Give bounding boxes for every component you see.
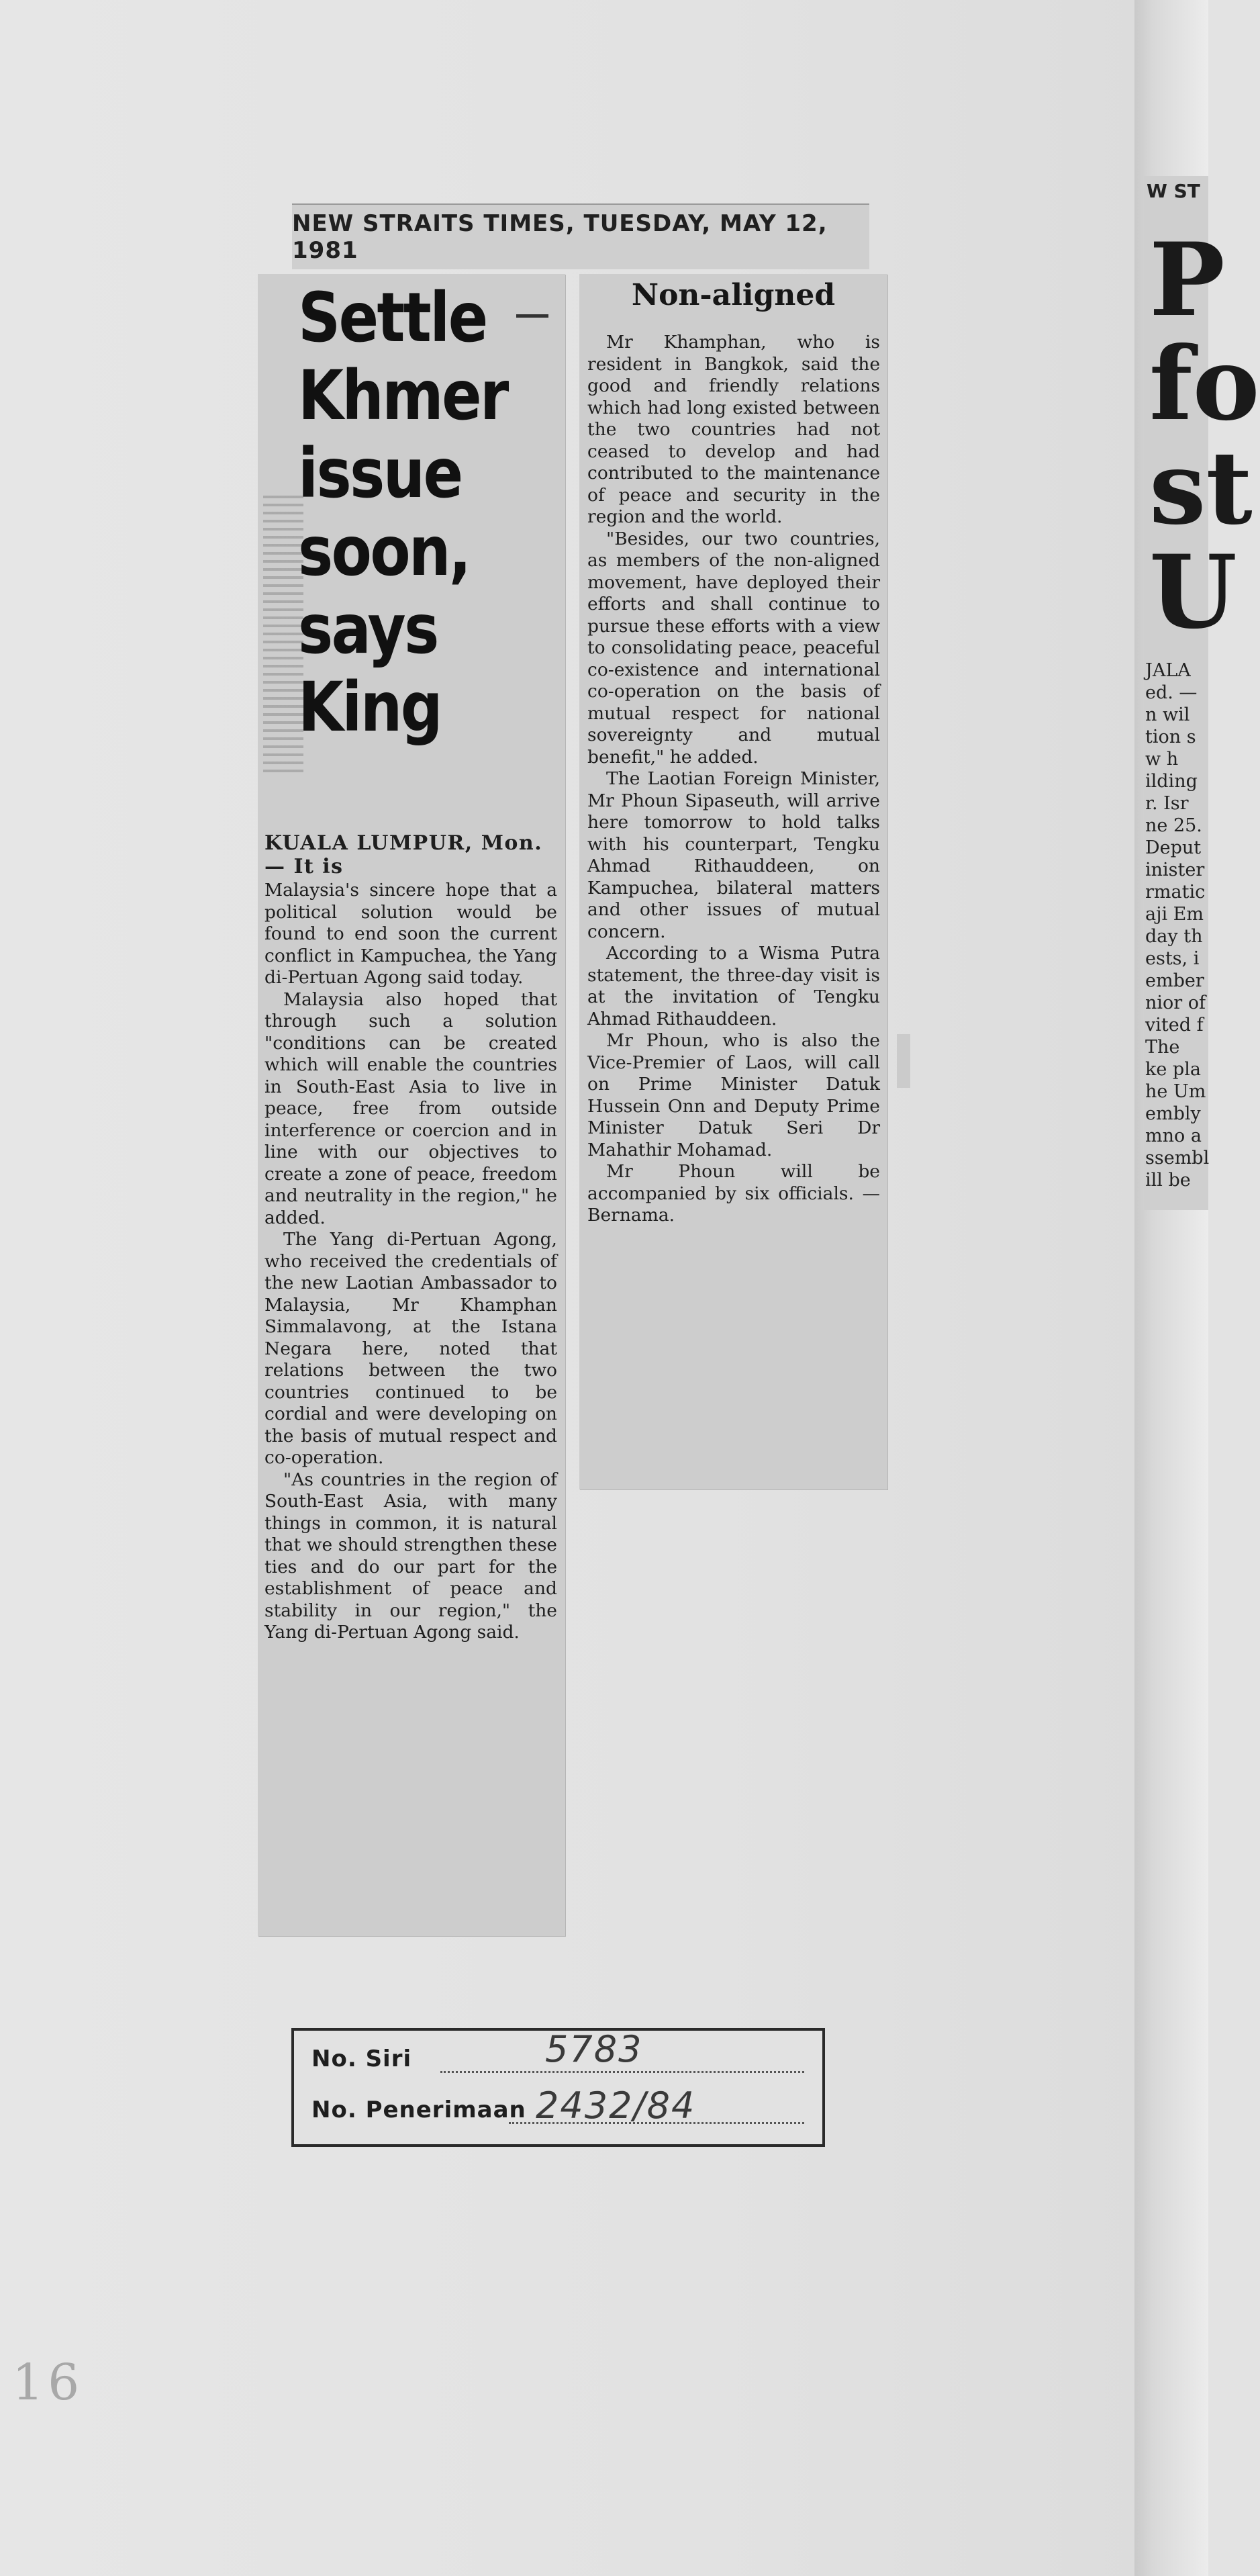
headline-line: Khmer [298, 356, 507, 436]
paragraph: Mr Khamphan, who is resident in Bangkok, said the good and friendly relations which had long existed between the two countries had not ceased to develop and had contributed to the maintenance of peace and security in the region and the world. [587, 332, 880, 527]
adjacent-line: w h [1145, 749, 1179, 770]
penerimaan-handwritten-value: 2432/84 [536, 2084, 696, 2127]
adjacent-line: ke pla [1145, 1059, 1201, 1080]
adjacent-line: ne 25. [1145, 815, 1202, 836]
adjacent-line: inister [1145, 860, 1205, 880]
tape-mark [897, 1034, 910, 1088]
adjacent-clipping [1144, 176, 1260, 1210]
adjacent-headline-line: P [1149, 221, 1225, 339]
paragraph: The Yang di-Pertuan Agong, who received the credentials of the new Laotian Ambassador to Malaysia, Mr Khamphan Simmalavong, at the Istana Negara here, noted that relations between the two countries continued to be cordial and were developing on the basis of mutual respect and co-operation. [264, 1229, 557, 1468]
adjacent-line: JALA [1145, 660, 1191, 681]
masthead: NEW STRAITS TIMES, TUESDAY, MAY 12, 1981 [292, 203, 869, 269]
paragraph: According to a Wisma Putra statement, the three-day visit is at the invitation of Tengku Ahmad Rithauddeen. [587, 943, 880, 1029]
headline-line: Settle [298, 278, 487, 358]
adjacent-line: he Um [1145, 1081, 1206, 1102]
adjacent-line: rmatic [1145, 882, 1206, 903]
adjacent-line: The [1145, 1037, 1180, 1058]
paragraph: The Laotian Foreign Minister, Mr Phoun Sipaseuth, will arrive here tomorrow to hold talks with his counterpart, Tengku Ahmad Rithauddeen, on Kampuchea, bilateral matters and other issues of mutual concern. [587, 768, 880, 942]
adjacent-line: vited f [1145, 1015, 1204, 1036]
paragraph: Malaysia's sincere hope that a political solution would be found to end soon the current conflict in Kampuchea, the Yang di-Pertuan Agong said today. [264, 880, 557, 988]
page-number: 16 [12, 2354, 84, 2411]
adjacent-headline-line: st [1149, 429, 1253, 547]
adjacent-line: ests, i [1145, 948, 1200, 969]
siri-label: No. Siri [311, 2045, 412, 2072]
penerimaan-label: No. Penerimaan [311, 2097, 526, 2123]
adjacent-line: ilding [1145, 771, 1198, 792]
adjacent-line: aji Em [1145, 904, 1204, 925]
dateline: KUALA LUMPUR, Mon. — It is [264, 831, 543, 878]
adjacent-line: r. Isr [1145, 793, 1189, 814]
paragraph: "Besides, our two countries, as members of the non-aligned movement, have deployed their efforts and shall continue to pursue these efforts with a view to consolidating peace, peaceful co-existence and international co-operation on the basis of mutual respect for national sovereignty and mutual benefit," he added. [587, 528, 880, 768]
adjacent-line: n wil [1145, 704, 1190, 725]
adjacent-line: ed. — [1145, 682, 1198, 703]
siri-handwritten-value: 5783 [545, 2028, 643, 2070]
adjacent-masthead: W ST [1147, 180, 1200, 202]
article-body-left [264, 880, 557, 1644]
paragraph: Mr Phoun will be accompanied by six officials. — Bernama. [587, 1161, 880, 1226]
dotted-line [440, 2071, 804, 2073]
adjacent-text [1145, 659, 1210, 1191]
print-artifact [263, 496, 303, 778]
adjacent-line: day th [1145, 926, 1203, 947]
adjacent-line: nior of [1145, 993, 1206, 1013]
adjacent-line: embly [1145, 1103, 1201, 1124]
adjacent-line: ill be [1145, 1170, 1191, 1191]
adjacent-line: mno a [1145, 1125, 1202, 1146]
archive-stamp [291, 2028, 825, 2147]
adjacent-line: Deput [1145, 837, 1202, 858]
adjacent-line: ssembl [1145, 1148, 1210, 1168]
adjacent-line: ember [1145, 970, 1204, 991]
paragraph: Malaysia also hoped that through such a solution "conditions can be created which will enable the countries in South-East Asia to live in peace, free from outside interference or coercion and in line with our objectives to create a zone of peace, freedom and neutrality in the region," he added. [264, 988, 557, 1228]
headline-line: issue [298, 434, 462, 514]
article-clipping-right [579, 274, 887, 1489]
paragraph: "As countries in the region of South-East Asia, with many things in common, it is natural that we should strengthen these ties and do our part for the establishment of peace and stability in our region," the Yang di-Pertuan Agong said. [264, 1469, 557, 1643]
section-kicker: Non-aligned [631, 278, 836, 312]
adjacent-headline-line: U [1149, 533, 1237, 651]
article-headline [298, 278, 507, 747]
headline-dash [516, 314, 548, 318]
adjacent-headline-line: fo [1149, 325, 1260, 443]
headline-line: says [298, 590, 438, 670]
paragraph: Mr Phoun, who is also the Vice-Premier of Laos, will call on Prime Minister Datuk Hussein Onn and Deputy Prime Minister Datuk Seri Dr Mahathir Mohamad. [587, 1030, 880, 1160]
headline-line: King [298, 668, 441, 747]
article-clipping-left [258, 274, 565, 1936]
headline-line: soon, [298, 512, 470, 592]
adjacent-line: tion s [1145, 727, 1196, 747]
article-body-right [587, 332, 880, 1227]
